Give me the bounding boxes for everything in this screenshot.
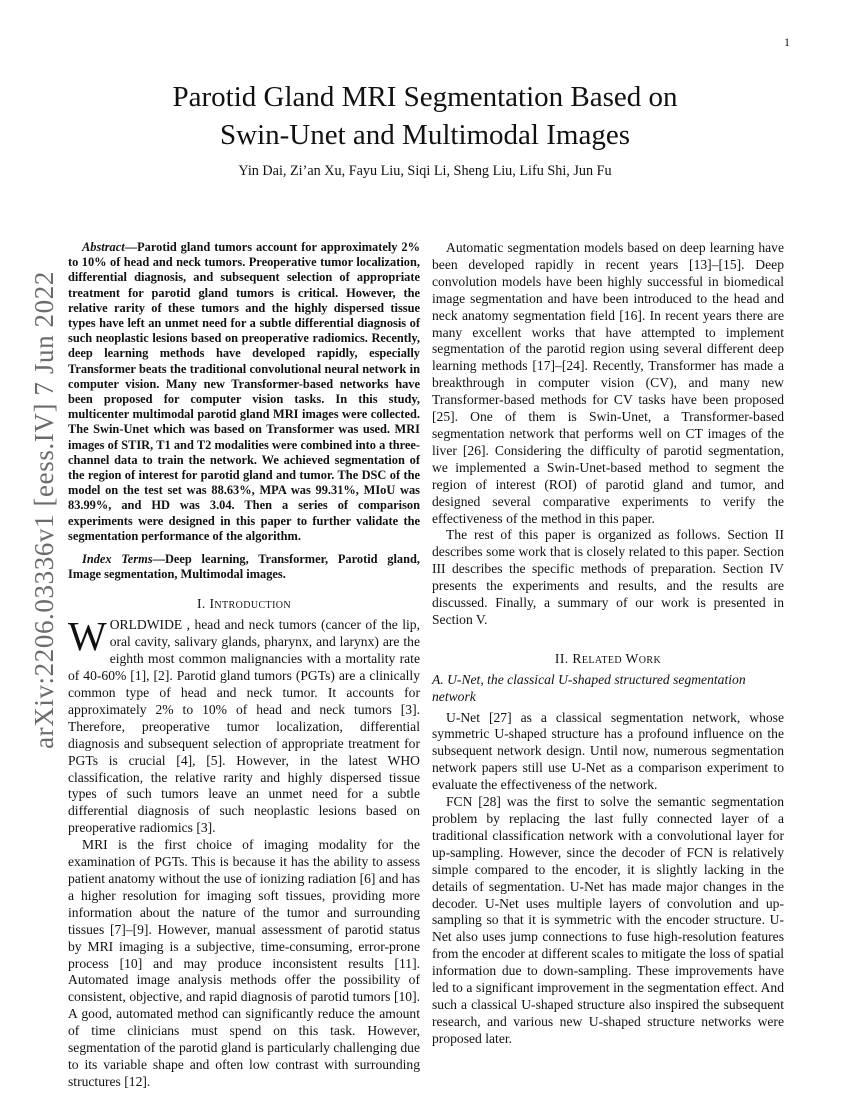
intro-paragraph: Automatic segmentation models based on deep learning have been developed rapidly in recent years [13]–[15]. Deep convolution models have been highly successful in biomedical image segmentation and have been introduced to the head and neck anatomy segmentation field [16]. In recent years there are many excellent works that have attempted to implement segmentation of the parotid region using several different deep learning methods [17]–[24]. Recently, Transformer has made a breakthrough in computer vision (CV), and many new Transformer-based methods for CV tasks have been proposed [25]. One of them is Swin-Unet, a Transformer-based segmentation network that performs well on CT images of the liver [26]. Considering the difficulty of parotid segmentation, we implemented a Swin-Unet-based method to segment the region of interest (ROI) of parotid gland and tumor, and designed several comparative experiments to verify the effectiveness of the method in this paper. (432, 240, 784, 526)
paper-title-line: Swin-Unet and Multimodal Images (220, 119, 630, 151)
section-number: I. (196, 596, 206, 612)
intro-paragraph: MRI is the first choice of imaging modality for the examination of PGTs. This is because it has the ability to assess patient anatomy without the use of ionizing radiation [6] and has a higher resolution for imaging soft tissues, providing more information about the nature of the tumor and surrounding tissues [7]–[9]. However, manual assessment of parotid status by MRI imaging is a subjective, time-consuming, error-prone process [10] and may produce inconsistent results [11]. Automated image analysis methods offer the possibility of consistent, objective, and rapid diagnosis of parotid tumors [10]. A good, automated method can significantly reduce the amount of time clinicians must spend on this task. However, segmentation of the parotid gland is particularly challenging due to its variable shape and often low contrast with surrounding structures [12]. (68, 837, 420, 1089)
left-column (68, 240, 420, 1091)
section-title: Related Work (572, 650, 662, 666)
intro-paragraph-text: ORLDWIDE , head and neck tumors (cancer of the lip, oral cavity, salivary glands, pharynx, and larynx) are the eighth most common malignancies with a mortality rate of 40-60% [1], [2]. Parotid gland tumors (PGTs) are a clinically common type of head and neck tumor. It accounts for approximately 2% to 10% of head and neck tumors [3]. Therefore, preoperative tumor localization, differential diagnosis and subsequent selection of appropriate treatment for PGTs is crucial [4], [5]. However, in the latest WHO classification, the relative rarity and highly dispersed tissue types of such tumors leave an unmet need for a subtle differential diagnosis of such neoplastic lesions based on preoperative radiomics [3]. (68, 617, 420, 836)
index-terms (68, 552, 420, 582)
related-work-paragraph: U-Net [27] as a classical segmentation network, whose symmetric U-shaped structure has a profound influence on the subsequent network design. Until now, numerous segmentation network papers still use U-Net as a comparison experiment to evaluate the effectiveness of the network. (432, 709, 784, 793)
drop-cap: W (68, 613, 107, 660)
index-terms-text: —Deep learning, Transformer, Parotid gland, Image segmentation, Multimodal images. (68, 552, 421, 582)
paper-title-line: Parotid Gland MRI Segmentation Based on (172, 81, 678, 113)
abstract-label: Abstract (82, 240, 125, 254)
index-terms-label: Index Terms (82, 552, 153, 567)
section-title: Introduction (209, 596, 292, 612)
section-number: II. (554, 650, 569, 666)
intro-paragraph (68, 613, 420, 837)
abstract (68, 240, 420, 544)
paper-title (60, 78, 790, 154)
related-work-paragraph: FCN [28] was the first to solve the semantic segmentation problem by replacing the last fully connected layer of a traditional classification network with a convolutional layer for up-sampling. However, since the decoder of FCN is relatively simple compared to the encoder, it is slightly lacking in the details of segmentation. U-Net has made major changes in the decoder. U-Net uses multiple layers of convolution and up-sampling so that it is symmetric with the encoder structure. U-Net also uses jump connections to fuse high-resolution features from the encoder at different scales to mitigate the loss of spatial information due to down-sampling. These improvements have led to a significant improvement in the segmentation effect. And such a classical U-shaped structure also inspired the subsequent research, and various new U-shaped structure networks were proposed later. (432, 794, 784, 1046)
right-column (432, 240, 784, 1048)
section-heading-related-work (432, 651, 784, 668)
arxiv-stamp: arXiv:2206.03336v1 [eess.IV] 7 Jun 2022 (29, 271, 59, 749)
author-list: Yin Dai, Zi’an Xu, Fayu Liu, Siqi Li, Sheng Liu, Lifu Shi, Jun Fu (238, 163, 612, 179)
page-number: 1 (784, 35, 790, 49)
intro-paragraph: The rest of this paper is organized as follows. Section II describes some work that is closely related to this paper. Section III describes the specific methods of preparation. Section IV presents the experiments and results, and the results are discussed. Finally, a summary of our work is presented in Section V. (432, 527, 784, 627)
section-heading-introduction (68, 596, 420, 613)
subsection-heading: A. U-Net, the classical U-shaped structured segmentation network (432, 671, 746, 704)
abstract-text: —Parotid gland tumors account for approximately 2% to 10% of head and neck tumors. Preoperative tumor localization, differential diagnosis, and subsequent selection of appropriate treatment for parotid gland tumors is critical. However, the relative rarity of these tumors and the highly dispersed tissue types have left an unmet need for a subtle differential diagnosis of such neoplastic lesions based on preoperative radiomics. Recently, deep learning methods have developed rapidly, especially Transformer beats the traditional convolutional neural network in computer vision. Many new Transformer-based networks have been proposed for computer vision tasks. In this study, multicenter multimodal parotid gland MRI images were collected. The Swin-Unet which was based on Transformer was used. MRI images of STIR, T1 and T2 modalities were combined into a three-channel data to train the network. We achieved segmentation of the region of interest for parotid gland and tumor. The DSC of the model on the test set was 88.63%, MPA was 99.31%, MIoU was 83.99%, and HD was 3.04. Then a series of comparison experiments were designed in this paper to further validate the segmentation performance of the algorithm. (68, 240, 420, 543)
